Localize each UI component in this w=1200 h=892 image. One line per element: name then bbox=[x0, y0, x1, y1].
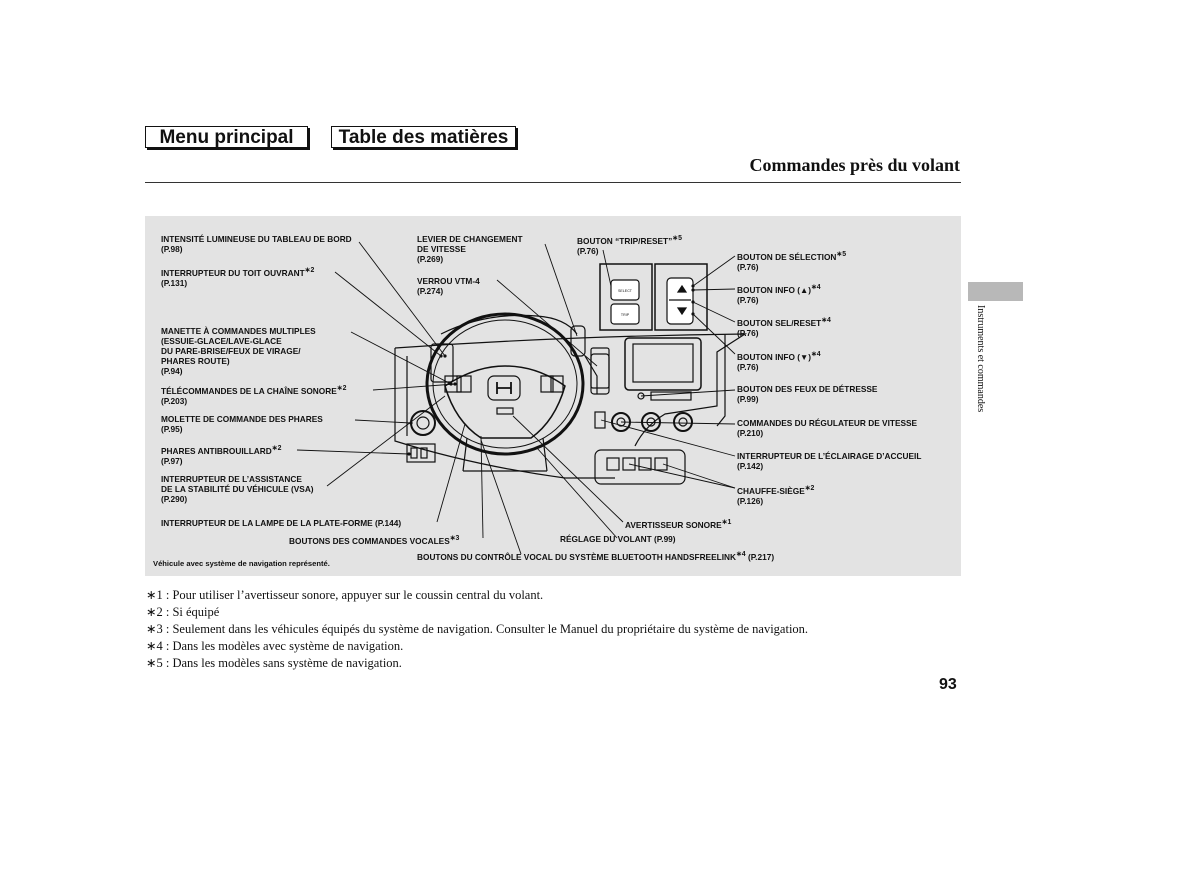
title-divider bbox=[145, 182, 961, 183]
label-cruise-control: COMMANDES DU RÉGULATEUR DE VITESSE (P.210) bbox=[737, 418, 918, 438]
section-tab bbox=[968, 282, 1023, 301]
label-trip-reset-button: BOUTON “TRIP/RESET”$^{∗5}$ (P.76) bbox=[577, 235, 682, 256]
label-steering-adjust: RÉGLAGE DU VOLANT (P.99) bbox=[560, 534, 676, 544]
footnote-4: ∗4 : Dans les modèles avec système de navigation. bbox=[146, 639, 404, 653]
label-sel-reset-button: BOUTON SEL/$RESET^{∗4}$ (P.76) bbox=[737, 317, 831, 338]
footnote-1: ∗1 : Pour utiliser l’avertisseur sonore, appuyer sur le coussin central du volant. bbox=[146, 588, 544, 602]
label-select-button: BOUTON DE $SÉLECTION^{∗5}$ (P.76) bbox=[737, 251, 847, 272]
label-courtesy-light-switch: INTERRUPTEUR DE L’ÉCLAIRAGE D’ACCUEIL (P.142) bbox=[737, 451, 922, 471]
main-menu-button[interactable]: Menu principal bbox=[145, 126, 308, 148]
label-voice-command-buttons: BOUTONS DES COMMANDES $VOCALES^{∗3}$ bbox=[289, 535, 460, 546]
label-hazard-button: BOUTON DES FEUX DE DÉTRESSE (P.99) bbox=[737, 384, 878, 404]
label-multi-control-stalk: MANETTE À COMMANDES MULTIPLES (ESSUIE-GLACE/LAVE-GLACE DU PARE-BRISE/FEUX DE VIRAGE/ PHARES ROUTE) (P.94) bbox=[161, 326, 316, 376]
label-vtm4-lock: VERROU VTM-4 (P.274) bbox=[417, 276, 480, 296]
label-fog-lights: PHARES $ANTIBROUILLARD^{∗2}$ (P.97) bbox=[161, 445, 282, 466]
label-info-down-button: BOUTON INFO (▼)$^{∗4}$ (P.76) bbox=[737, 351, 821, 372]
label-dashboard-brightness: INTENSITÉ LUMINEUSE DU TABLEAU DE BORD (P.98) bbox=[161, 234, 352, 254]
footnote-2: ∗2 : Si équipé bbox=[146, 605, 220, 619]
select-button-text: SELECT bbox=[618, 289, 632, 293]
section-label: Instruments et commandes bbox=[975, 305, 986, 413]
vehicle-note: Véhicule avec système de navigation représenté. bbox=[153, 559, 330, 568]
label-audio-remote: TÉLÉCOMMANDES DE LA CHAÎNE $SONORE^{∗2}$ (P.203) bbox=[161, 385, 347, 406]
page-title: Commandes près du volant bbox=[749, 155, 960, 175]
page-number: 93 bbox=[939, 676, 957, 693]
controls-diagram-panel bbox=[145, 216, 961, 576]
footnote-3: ∗3 : Seulement dans les véhicules équipés du système de navigation. Consulter le Manuel du propriétaire du système de navigation. bbox=[146, 622, 809, 636]
label-seat-heater: CHAUFFE-$SIÈGE^{∗2}$ (P.126) bbox=[737, 485, 815, 506]
label-bluetooth-voice-buttons: BOUTONS DU CONTRÔLE VOCAL DU SYSTÈME BLUETOOTH $HANDSFREELINK^{∗4}$ (P.217) bbox=[417, 551, 775, 562]
trip-reset-button-text: TRIP bbox=[620, 313, 630, 317]
label-info-up-button: BOUTON INFO (▲)$^{∗4}$ (P.76) bbox=[737, 284, 821, 305]
label-horn: AVERTISSEUR $SONORE^{∗1}$ bbox=[625, 519, 732, 530]
label-sunroof-switch: INTERRUPTEUR DU TOIT $OUVRANT^{∗2}$ (P.131) bbox=[161, 267, 315, 288]
label-bed-light-switch: INTERRUPTEUR DE LA LAMPE DE LA PLATE-FORME (P.144) bbox=[161, 518, 402, 528]
label-shift-lever: LEVIER DE CHANGEMENT DE VITESSE (P.269) bbox=[417, 234, 523, 264]
label-vsa-switch: INTERRUPTEUR DE L’ASSISTANCE DE LA STABILITÉ DU VÉHICULE (VSA) (P.290) bbox=[161, 474, 314, 504]
table-of-contents-button[interactable]: Table des matières bbox=[331, 126, 516, 148]
footnote-5: ∗5 : Dans les modèles sans système de navigation. bbox=[146, 656, 402, 670]
label-headlight-wheel: MOLETTE DE COMMANDE DES PHARES (P.95) bbox=[161, 414, 323, 434]
